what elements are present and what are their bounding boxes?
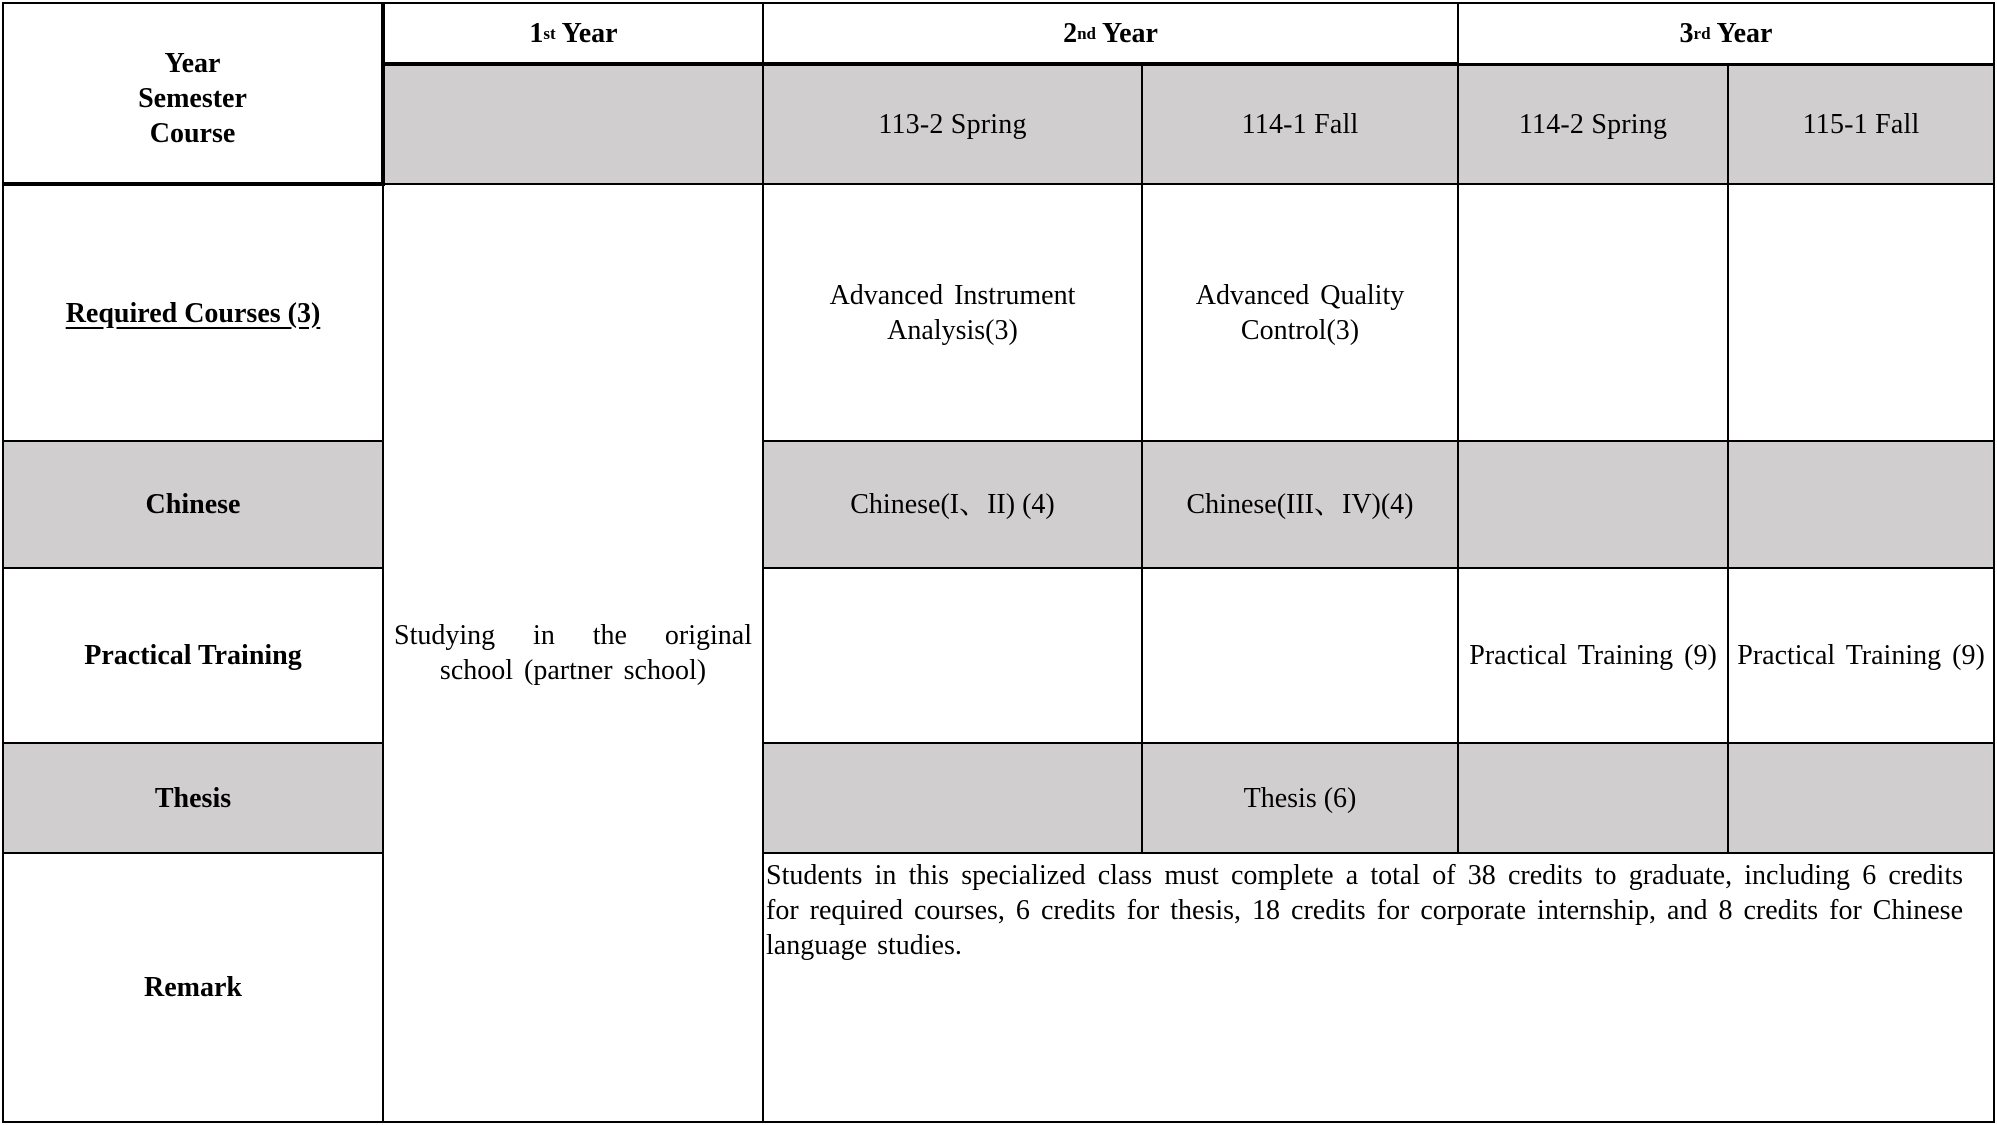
chinese-113-2: Chinese(I、II) (4) [763, 441, 1142, 568]
practical-114-2: Practical Training (9) [1458, 568, 1728, 743]
row-label-required-courses: Required Courses (3) [3, 184, 383, 441]
semester-113-2: 113-2 Spring [763, 64, 1142, 184]
row-label-remark: Remark [3, 853, 383, 1122]
required-113-2: Advanced Instrument Analysis(3) [763, 184, 1142, 441]
row-label-practical-training: Practical Training [3, 568, 383, 743]
thesis-113-2 [763, 743, 1142, 853]
thesis-114-2 [1458, 743, 1728, 853]
semester-114-2: 114-2 Spring [1458, 64, 1728, 184]
required-114-1: Advanced Quality Control(3) [1142, 184, 1458, 441]
thesis-114-1: Thesis (6) [1142, 743, 1458, 853]
practical-113-2 [763, 568, 1142, 743]
chinese-115-1 [1728, 441, 1994, 568]
corner-header [3, 3, 383, 184]
remark-text: Students in this specialized class must complete a total of 38 credits to graduate, including 6 credits for required courses, 6 credits for thesis, 18 credits for corporate internship, and 8 credits for Chinese language studies. [763, 853, 1994, 1122]
semester-114-1: 114-1 Fall [1142, 64, 1458, 184]
curriculum-table [2, 2, 1995, 1123]
first-year-note: Studying in the original school (partner school) [383, 184, 763, 1122]
corner-course: Course [149, 117, 236, 149]
practical-114-1 [1142, 568, 1458, 743]
required-114-2 [1458, 184, 1728, 441]
required-115-1 [1728, 184, 1994, 441]
year-1-header: 1st Year [383, 3, 763, 64]
semester-115-1: 115-1 Fall [1728, 64, 1994, 184]
chinese-114-1: Chinese(III、IV)(4) [1142, 441, 1458, 568]
year-1-semester-cell [383, 64, 763, 184]
year-2-header: 2nd Year [763, 3, 1458, 64]
row-label-chinese: Chinese [3, 441, 383, 568]
corner-year: Year [164, 47, 221, 79]
thesis-115-1 [1728, 743, 1994, 853]
corner-semester: Semester [138, 82, 247, 114]
chinese-114-2 [1458, 441, 1728, 568]
row-label-thesis: Thesis [3, 743, 383, 853]
practical-115-1: Practical Training (9) [1728, 568, 1994, 743]
year-3-header: 3rd Year [1458, 3, 1994, 64]
